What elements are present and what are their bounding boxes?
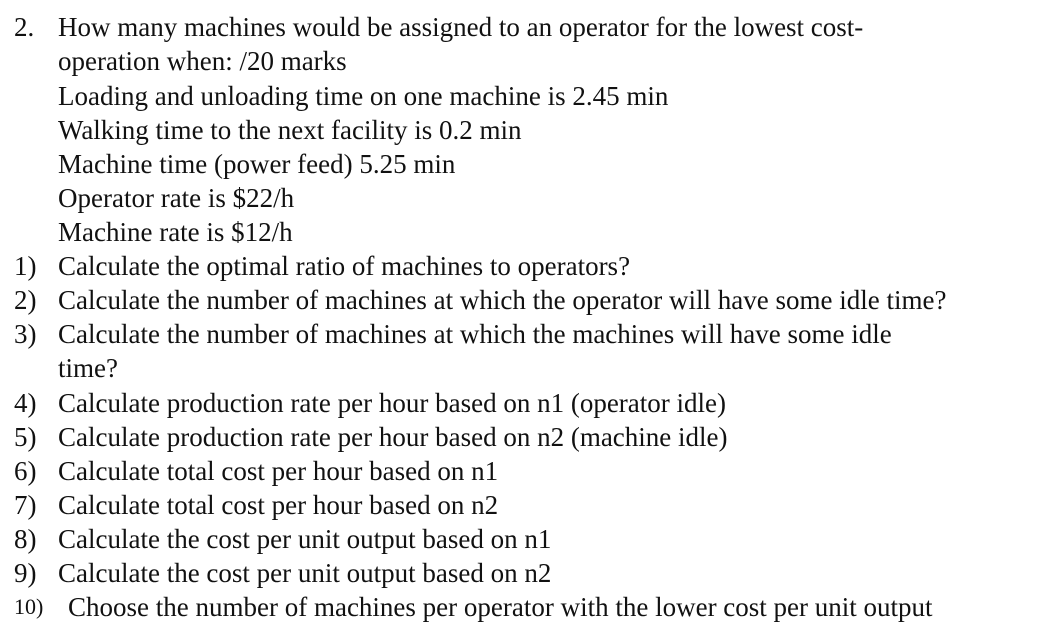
list-item-number: 7)	[14, 490, 37, 520]
document-page: 2. How many machines would be assigned to an operator for the lowest cost- operation when: /20 marks Loading and unloading time on one machine is 2.45 min Walking time to the next facility is 0.2 min Machine time (power feed) 5.25 min Operator rate is $22/h Machine rate is $12/h 1) Calculate the optimal ratio of machines to operators? 2) Calculate the number of machines at which the operator will have some idle time? 3) Calculate the number of machines at which the machines will have some idle time? 4) Calculate production rate per hour based on n1 (operator idle) 5) Calculate production rate per hour based on n2 (machine idle) 6) Calculate total cost per hour based on n1 7) Calculate total cost per hour based on n2 8) Calculate the cost per unit output based on n1 9) Calculate the cost per unit output based on n2 10) Choose the number of machines per operator with the lower cost per unit output	[14, 12, 947, 622]
list-item-text: Calculate total cost per hour based on n1	[58, 456, 499, 486]
list-item-number: 6)	[14, 456, 37, 486]
list-item-number: 1)	[14, 251, 37, 281]
question-title-continuation: operation when: /20 marks	[58, 46, 347, 76]
list-item-number: 5)	[14, 422, 37, 452]
list-item-number: 9)	[14, 558, 37, 588]
list-item-text: Calculate the number of machines at which the operator will have some idle time?	[58, 285, 947, 315]
list-item-text: Calculate total cost per hour based on n2	[58, 490, 499, 520]
list-item-text: Choose the number of machines per operator with the lower cost per unit output	[68, 592, 933, 622]
question-title-text: How many machines would be assigned to an operator for the lowest cost-	[58, 12, 864, 42]
list-item-text: Calculate the optimal ratio of machines to operators?	[58, 251, 631, 281]
list-item-text: Calculate the cost per unit output based on n2	[58, 558, 552, 588]
list-item-text: Calculate the cost per unit output based on n1	[58, 524, 552, 554]
list-item-text: Calculate production rate per hour based on n1 (operator idle)	[58, 388, 726, 418]
list-item-number: 8)	[14, 524, 37, 554]
list-item-number: 2)	[14, 285, 37, 315]
list-item-number: 3)	[14, 319, 37, 349]
question-number: 2.	[14, 12, 35, 42]
list-item-text: Calculate production rate per hour based on n2 (machine idle)	[58, 422, 728, 452]
list-item-number: 10)	[14, 594, 44, 619]
list-item-text: Calculate the number of machines at which the machines will have some idle	[58, 319, 892, 349]
list-item-number: 4)	[14, 388, 37, 418]
